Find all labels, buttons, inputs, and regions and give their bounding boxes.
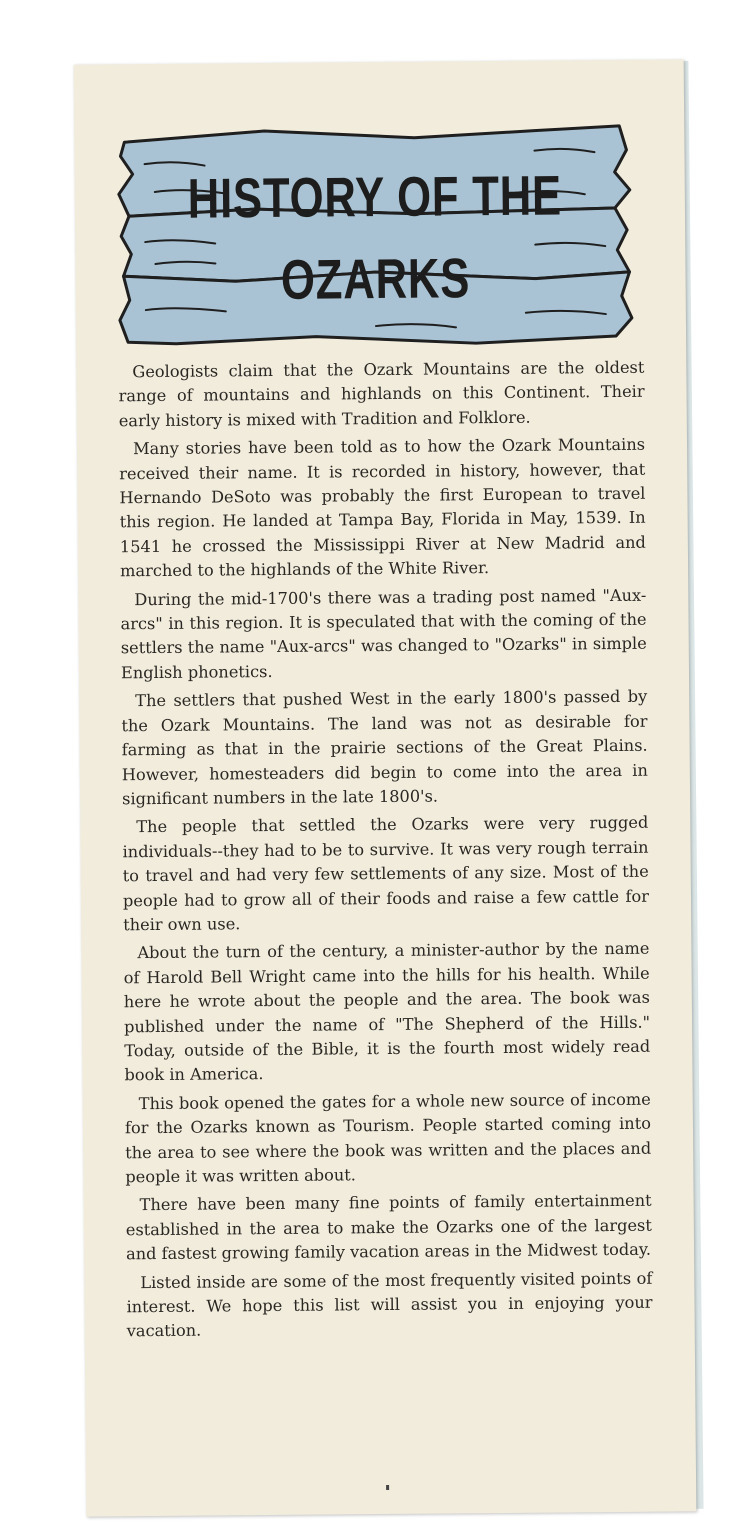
paragraph-harold-bell-wright: About the turn of the century, a minister-author by the name of Harold Bell Wright came into the hills for his health. While here he wrote about the people and the area. The book was published under the name of "The Shepherd of the Hills." Today, outside of the Bible, it is the fourth most widely read book in America. (123, 939, 651, 1085)
paragraph-geologists: Geologists claim that the Ozark Mountains are the oldest range of mountains and highlands on this Continent. Their early history is mixed with Tradition and Folklore. (118, 357, 645, 431)
paragraph-aux-arcs: During the mid-1700's there was a trading post named "Aux-arcs" in this region. It is speculated that with the coming of the settlers the name "Aux-arcs" was changed to "Ozarks" in simple English phonetics. (120, 585, 647, 683)
brochure-panel (74, 59, 697, 1516)
fold-mark (386, 1485, 389, 1490)
wooden-sign-header (114, 120, 636, 355)
paragraph-tourism: This book opened the gates for a whole new source of income for the Ozarks known as Tourism. People started coming into the area to see where the book was written and the places and people it was written about. (124, 1089, 652, 1187)
paragraph-settlers: The settlers that pushed West in the early 1800's passed by the Ozark Mountains. The land was not as desirable for farming as that in the prairie sections of the Great Plains. However, homesteaders did begin to come into the area in significant numbers in the late 1800's. (121, 686, 648, 809)
history-body-text (118, 356, 653, 1348)
paragraph-name-origin: Many stories have been told as to how the Ozark Mountains received their name. It is recorded in history, however, that Hernando DeSoto was probably the first European to travel this region. He landed at Tampa Bay, Florida in May, 1539. In 1541 he crossed the Mississippi River at New Madrid and marched to the highlands of the White River. (119, 434, 646, 581)
sign-title-line-1: HISTORY OF THE (187, 163, 563, 230)
wood-plank-sign-graphic (114, 120, 636, 355)
paragraph-entertainment: There have been many fine points of family entertainment established in the area to make the Ozarks one of the largest and fastest growing family vacation areas in the Midwest today. (125, 1191, 652, 1264)
paragraph-listed-inside: Listed inside are some of the most frequently visited points of interest. We hope this list will assist you in enjoying your vacation. (126, 1268, 653, 1341)
paragraph-rugged-people: The people that settled the Ozarks were very rugged individuals--they had to be to survive. It was very rough terrain to travel and had very few settlements of any size. Most of the people had to grow all of their foods and raise a few cattle for their own use. (122, 813, 650, 935)
sign-title-line-2: OZARKS (280, 246, 471, 311)
